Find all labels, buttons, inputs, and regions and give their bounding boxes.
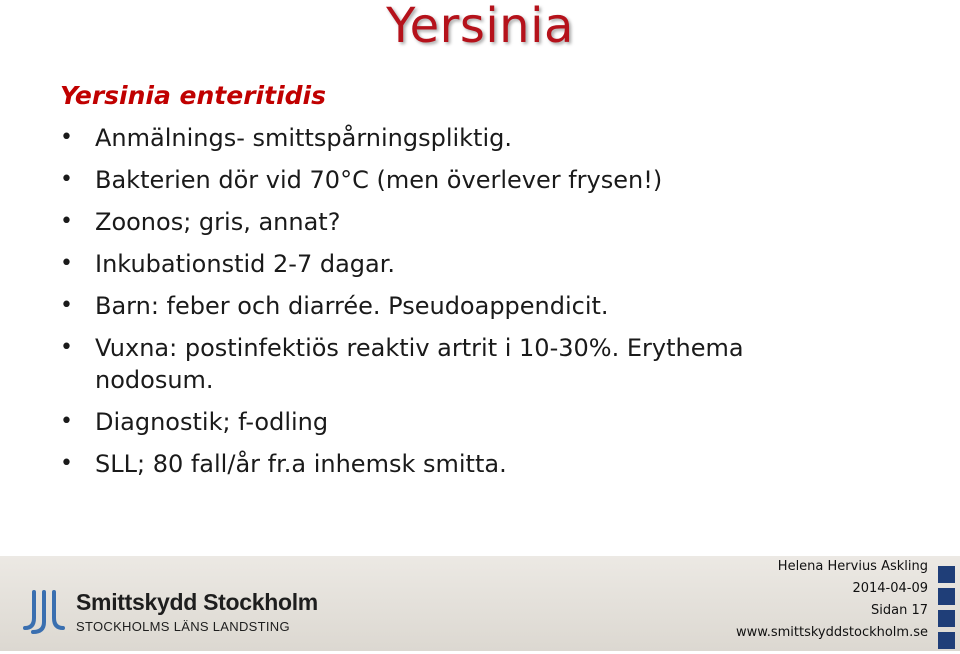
smittskydd-logo-mark-icon <box>20 588 68 636</box>
bullet-icon: • <box>60 293 73 318</box>
bullet-text: Bakterien dör vid 70°C (men överlever frysen!) <box>95 166 663 194</box>
logo-name: Smittskydd Stockholm <box>76 589 318 615</box>
square-icon <box>938 632 955 649</box>
bullet-icon: • <box>60 409 73 434</box>
slide-title: Yersinia <box>386 0 574 54</box>
square-icon <box>938 588 955 605</box>
bullet-item <box>60 206 850 238</box>
bullet-text: SLL; 80 fall/år fr.a inhemsk smitta. <box>95 450 507 478</box>
bullet-item <box>60 164 850 196</box>
slide-date: 2014-04-09 <box>852 581 928 596</box>
bullet-item <box>60 248 850 280</box>
bullet-text: Barn: feber och diarrée. Pseudoappendicit. <box>95 292 609 320</box>
slide-subtitle: Yersinia enteritidis <box>60 81 326 110</box>
website-link[interactable]: www.smittskyddstockholm.se <box>736 625 928 640</box>
bullet-text: Vuxna: postinfektiös reaktiv artrit i 10-30%. Erythema nodosum. <box>95 334 744 394</box>
bullet-text: Zoonos; gris, annat? <box>95 208 341 236</box>
square-icon <box>938 566 955 583</box>
bullet-item <box>60 448 850 480</box>
bullet-icon: • <box>60 167 73 192</box>
bullet-icon: • <box>60 451 73 476</box>
bullet-text: Diagnostik; f-odling <box>95 408 329 436</box>
slide-footer <box>0 556 960 651</box>
logo-subtitle: STOCKHOLMS LÄNS LANDSTING <box>76 619 290 634</box>
bullet-item <box>60 406 850 438</box>
bullet-icon: • <box>60 251 73 276</box>
page-number: Sidan 17 <box>871 603 928 618</box>
bullet-item <box>60 122 850 154</box>
bullet-icon: • <box>60 125 73 150</box>
bullet-item <box>60 332 850 396</box>
bullet-item <box>60 290 850 322</box>
bullet-list <box>60 122 850 490</box>
bullet-text: Inkubationstid 2-7 dagar. <box>95 250 396 278</box>
decorative-squares <box>938 566 956 654</box>
footer-meta <box>736 556 928 644</box>
author-name: Helena Hervius Askling <box>777 559 928 574</box>
bullet-text: Anmälnings- smittspårningspliktig. <box>95 124 512 152</box>
square-icon <box>938 610 955 627</box>
bullet-icon: • <box>60 209 73 234</box>
bullet-icon: • <box>60 335 73 360</box>
